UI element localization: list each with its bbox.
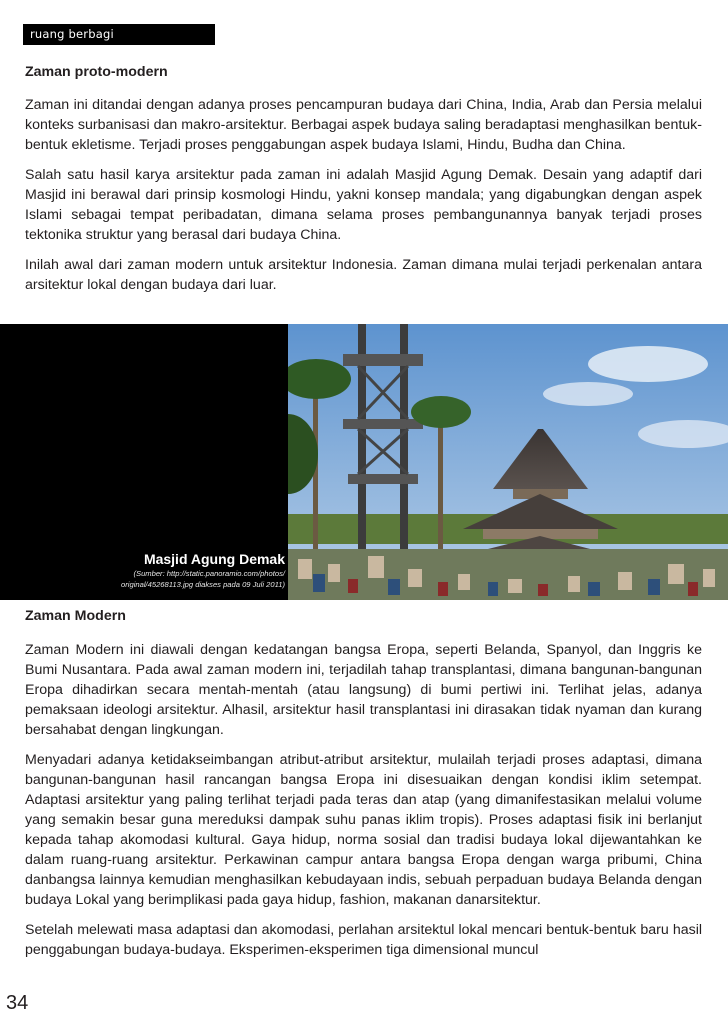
paragraph: Zaman Modern ini diawali dengan kedatangan bangsa Eropa, seperti Belanda, Spanyol, dan Inggris ke Bumi Nusantara. Pada awal zaman modern ini, terjadilah tahap transplantasi, dimana bangunan-bangunan Eropa dihadirkan secara mentah-mentah (atau langsung) di bumi pertiwi ini. Terlihat jelas, adanya pemaksaan ideologi arsitektur. Alhasil, arsitektur hasil transplantasi ini dirasakan tidak nyaman dan kurang bersahabat dengan lingkungan.: [25, 642, 702, 738]
mosque-photo-illustration: [288, 324, 728, 600]
page-number: 34: [6, 992, 29, 1014]
figure-source-line: (Sumber: http://static.panoramio.com/photos/: [133, 569, 285, 578]
paragraph: Inilah awal dari zaman modern untuk arsitektur Indonesia. Zaman dimana mulai terjadi perkenalan antara arsitektur lokal dengan budaya dari luar.: [25, 257, 702, 293]
section-body-proto-modern: [25, 95, 702, 305]
paragraph: Salah satu hasil karya arsitektur pada zaman ini adalah Masjid Agung Demak. Desain yang adaptif dari Masjid ini berawal dari prinsip kosmologi Hindu, yakni konsep mandala; yang digabungkan dengan aspek Islami sebagai tempat peribadatan, dimana selama proses pembangunannya banyak terjadi proses tektonika struktur yang berasal dari budaya China.: [25, 167, 702, 243]
mosque-photo: [288, 324, 728, 600]
paragraph: Zaman ini ditandai dengan adanya proses pencampuran budaya dari China, India, Arab dan Persia melalui konteks surbanisasi dan makro-arsitektur. Berbagai aspek budaya saling beradaptasi menghasilkan bentuk-bentuk ekletisme. Terjadi proses penggabungan aspek budaya Islami, Hindu, Budha dan China.: [25, 97, 702, 153]
section-title-proto-modern: Zaman proto-modern: [25, 64, 168, 80]
figure-caption: Masjid Agung Demak: [143, 551, 285, 567]
section-header-label: ruang berbagi: [23, 24, 215, 45]
figure-source-line: original/45268113.jpg diakses pada 09 Juli 2011): [121, 580, 285, 589]
paragraph: Setelah melewati masa adaptasi dan akomodasi, perlahan arsitektul lokal mencari bentuk-bentuk baru hasil penggabungan budaya-budaya. Eksperimen-eksperimen tiga dimensional muncul: [25, 922, 702, 958]
section-title-modern: Zaman Modern: [25, 608, 126, 624]
section-body-modern: [25, 640, 702, 970]
paragraph: Menyadari adanya ketidakseimbangan atribut-atribut arsitektur, mulailah terjadi proses adaptasi, dimana bangunan-bangunan hasil rancangan bangsa Eropa ini disesuaikan dengan kondisi iklim setempat. Adaptasi arsitektur yang paling terlihat terjadi pada teras dan atap (yang dimanifestasikan melalui volume yang semakin besar guna mereduksi dampak suhu panas iklim tropis). Proses adaptasi fisik ini berlanjut kepada tahap akomodasi kultural. Gaya hidup, norma sosial dan tradisi budaya lokal dijewantahkan ke dalam ruang-ruang arsitektur. Perkawinan campur antara bangsa Eropa dengan warga pribumi, China danbangsa lainnya kemudian menghasilkan kebudayaan indis, sebuah perpaduan budaya Belanda dengan budaya Lokal yang berimplikasi pada gaya hidup, fashion, makanan danarsitektur.: [25, 752, 702, 908]
figure-source: [80, 568, 285, 590]
